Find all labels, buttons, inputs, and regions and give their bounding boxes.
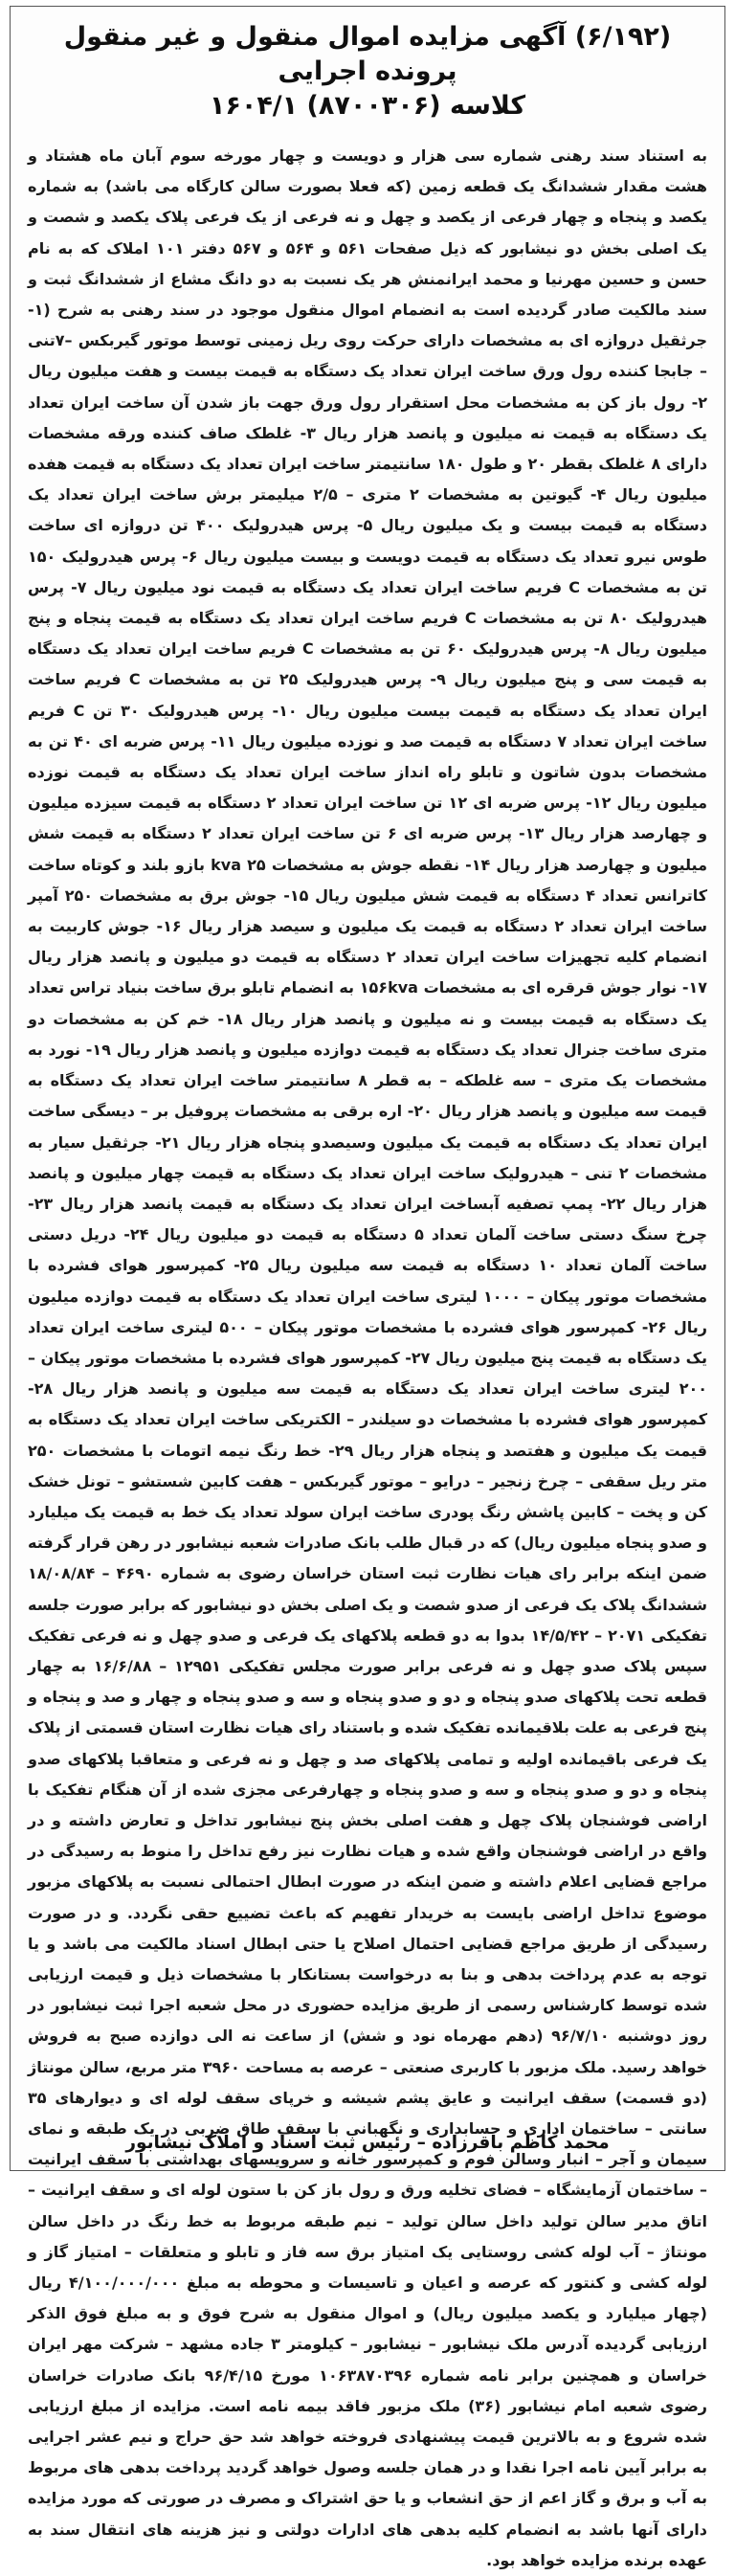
- notice-body: به استناد سند رهنی شماره سی هزار و دویست و چهار مورخه سوم آبان ماه هشتاد و هشت مقدار ششدانگ یک قطعه زمین (که فعلا بصورت سالن کارگاه می باشد) به شماره یکصد و پنجاه و چهار فرعی از یکصد و چهل و نه فرعی از یک فرعی پلاک یکصد و شصت و یک اصلی بخش دو نیشابور که ذیل صفحات ۵۶۱ و ۵۶۴ و ۵۶۷ دفتر ۱۰۱ املاک که به نام حسن و حسین مهرنیا و محمد ایرانمنش هر یک نسبت به دو دانگ مشاع از ششدانگ ثبت و سند مالکیت صادر گردیده است به انضمام اموال منقول موجود در سند رهنی به شرح (۱- جرثقیل دروازه ای به مشخصات دارای حرکت روی ریل زمینی توسط موتور گیربکس –۷تنی – جابجا کننده رول ورق ساخت ایران تعداد یک دستگاه به قیمت بیست و هفت میلیون ریال ۲- رول باز کن به مشخصات محل استقرار رول ورق جهت باز شدن آن ساخت ایران تعداد یک دستگاه به قیمت نه میلیون و پانصد هزار ریال ۳- غلطک صاف کننده ورقه مشخصات دارای ۸ غلطک بقطر ۲۰ و طول ۱۸۰ سانتیمتر ساخت ایران تعداد یک دستگاه به قیمت هفده میلیون ریال ۴- گیوتین به مشخصات ۲ متری – ۲/۵ میلیمتر برش ساخت ایران تعداد یک دستگاه به قیمت بیست و یک میلیون ریال ۵- پرس هیدرولیک ۴۰۰ تن دروازه ای ساخت طوس نیرو تعداد یک دستگاه به قیمت دویست و بیست میلیون ریال ۶- پرس هیدرولیک ۱۵۰ تن به مشخصات C فریم ساخت ایران تعداد یک دستگاه به قیمت نود میلیون ریال ۷- پرس هیدرولیک ۸۰ تن به مشخصات C فریم ساخت ایران تعداد یک دستگاه به قیمت پنجاه و پنج میلیون ریال ۸- پرس هیدرولیک ۶۰ تن به مشخصات C فریم ساخت ایران تعداد یک دستگاه به قیمت سی و پنج میلیون ریال ۹- پرس هیدرولیک ۲۵ تن به مشخصات C فریم ساخت ایران تعداد یک دستگاه به قیمت بیست میلیون ریال ۱۰- پرس هیدرولیک ۳۰ تن C فریم ساخت ایران تعداد ۷ دستگاه به قیمت صد و نوزده میلیون ریال ۱۱- پرس ضربه ای ۴۰ تن به مشخصات بدون شاتون و تابلو راه انداز ساخت ایران تعداد یک دستگاه به قیمت نوزده میلیون ریال ۱۲- پرس ضربه ای ۱۲ تن ساخت ایران تعداد ۲ دستگاه به قیمت سیزده میلیون و چهارصد هزار ریال ۱۳- پرس ضربه ای ۶ تن ساخت ایران تعداد ۲ دستگاه به قیمت شش میلیون و چهارصد هزار ریال ۱۴- نقطه جوش به مشخصات ۲۵ kva بازو بلند و کوتاه ساخت کاترانس تعداد ۴ دستگاه به قیمت شش میلیون ریال ۱۵- جوش برق به مشخصات ۲۵۰ آمپر ساخت ایران تعداد ۲ دستگاه به قیمت یک میلیون و سیصد هزار ریال ۱۶- جوش کاربیت به انضمام کلیه تجهیزات ساخت ایران تعداد ۲ دستگاه به قیمت دو میلیون و پانصد هزار ریال ۱۷- نوار جوش قرقره ای به مشخصات ۱۵۶kva به انضمام تابلو برق ساخت بنیاد تراس تعداد یک دستگاه به قیمت بیست و نه میلیون و پانصد هزار ریال ۱۸- خم کن به مشخصات دو متری ساخت جنرال تعداد یک دستگاه به قیمت دوازده میلیون و پانصد هزار ریال ۱۹- نورد به مشخصات یک متری – سه غلطکه – به قطر ۸ سانتیمتر ساخت ایران تعداد یک دستگاه به قیمت سه میلیون و پانصد هزار ریال ۲۰- اره برقی به مشخصات پروفیل بر – دیسگی ساخت ایران تعداد یک دستگاه به قیمت یک میلیون وسیصدو پنجاه هزار ریال ۲۱- جرثقیل سیار به مشخصات ۲ تنی – هیدرولیک ساخت ایران تعداد یک دستگاه به قیمت چهار میلیون و پانصد هزار ریال ۲۲- پمپ تصفیه آبساخت ایران تعداد یک دستگاه به قیمت پانصد هزار ریال ۲۳- چرخ سنگ دستی ساخت آلمان تعداد ۵ دستگاه به قیمت دو میلیون ریال ۲۴- دریل دستی ساخت آلمان تعداد ۱۰ دستگاه به قیمت سه میلیون ریال ۲۵- کمپرسور هوای فشرده با مشخصات موتور پیکان – ۱۰۰۰ لیتری ساخت ایران تعداد یک دستگاه به قیمت دوازده میلیون ریال ۲۶- کمپرسور هوای فشرده با مشخصات موتور پیکان – ۵۰۰ لیتری ساخت ایران تعداد یک دستگاه به قیمت پنج میلیون ریال ۲۷- کمپرسور هوای فشرده با مشخصات موتور پیکان – ۲۰۰ لیتری ساخت ایران تعداد یک دستگاه به قیمت سه میلیون و پانصد هزار ریال ۲۸- کمپرسور هوای فشرده با مشخصات دو سیلندر – الکتریکی ساخت ایران تعداد یک دستگاه به قیمت یک میلیون و هفتصد و پنجاه هزار ریال ۲۹- خط رنگ نیمه اتومات با مشخصات ۲۵۰ متر ریل سقفی – چرخ زنجیر – درایو – موتور گیربکس – هفت کابین شستشو – تونل خشک کن و پخت – کابین پاشش رنگ پودری ساخت ایران سولد تعداد یک خط به قیمت یک میلیارد و صدو پنجاه میلیون ریال) که در قبال طلب بانک صادرات شعبه نیشابور در رهن قرار گرفته ضمن اینکه برابر رای هیات نظارت ثبت استان خراسان رضوی به شماره ۴۶۹۰ – ۱۸/۰۸/۸۴ ششدانگ پلاک یک فرعی از صدو شصت و یک اصلی بخش دو نیشابور که برابر صورت جلسه تفکیکی ۲۰۷۱ – ۱۴/۵/۴۲ بدوا به دو قطعه پلاکهای یک فرعی و صدو چهل و نه فرعی تفکیک سپس پلاک صدو چهل و نه فرعی برابر صورت مجلس تفکیکی ۱۲۹۵۱ – ۱۶/۶/۸۸ به چهار قطعه تحت پلاکهای صدو پنجاه و دو و صدو پنجاه و سه و صدو پنجاه و چهار و صد و پنجاه و پنج فرعی به علت بلاقیمانده تفکیک شده و باستناد رای هیات نظارت استان قسمتی از پلاک یک فرعی باقیمانده اولیه و تمامی پلاکهای صد و چهل و نه فرعی و متعاقبا پلاکهای صدو پنجاه و دو و صدو پنجاه و سه و صدو پنجاه و چهارفرعی مجزی شده از آن هنگام تفکیک با اراضی فوشنجان پلاک چهل و هفت اصلی بخش پنج نیشابور تداخل و تعارض داشته و در واقع در اراضی فوشنجان واقع شده و هیات نظارت نیز رفع تداخل را منوط به رسیدگی در مراجع قضایی اعلام داشته و ضمن اینکه در صورت ابطال احتمالی نسبت به پلاکهای مزبور موضوع تداخل اراضی بایست به خریدار تفهیم که باعث تضییع حقی نگردد. و در صورت رسیدگی از طریق مراجع قضایی احتمال اصلاح یا حتی ابطال اسناد مالکیت می باشد و یا توجه به عدم پرداخت بدهی و بنا به درخواست بستانکار با مشخصات ذیل و قیمت ارزیابی شده توسط کارشناس رسمی از طریق مزایده حضوری در محل شعبه اجرا ثبت نیشابور در روز دوشنبه ۹۶/۷/۱۰ (دهم مهرماه نود و شش) از ساعت نه الی دوازده صبح به فروش خواهد رسید. ملک مزبور با کاربری صنعتی – عرصه به مساحت ۳۹۶۰ متر مربع، سالن مونتاژ (دو قسمت) سقف ایرانیت و عایق پشم شیشه و خرپای سقف لوله ای و دیوارهای ۳۵ سانتی – ساختمان اداری و حسابداری و نگهبانی با سقف طاق ضربی در یک طبقه و نمای سیمان و آجر – انبار وسالن فوم و کمپرسور خانه و سرویسهای بهداشتی با سقف ایرانیت – ساختمان آزمایشگاه – فضای تخلیه ورق و رول باز کن با ستون لوله ای و سقف ایرانیت – اتاق مدیر سالن تولید داخل سالن تولید – نیم طبقه مربوط به خط رنگ در داخل سالن مونتاژ – آب لوله کشی روستایی یک امتیاز برق سه فاز و تابلو و متعلقات – امتیاز گاز و لوله کشی و کنتور که عرصه و اعیان و تاسیسات و محوطه به مبلغ ۴/۱۰۰/۰۰۰/۰۰۰ ریال (چهار میلیارد و یکصد میلیون ریال) و اموال منقول به شرح فوق و به مبلغ فوق الذکر ارزیابی گردیده آدرس ملک نیشابور – نیشابور – کیلومتر ۳ جاده مشهد – شرکت مهر ایران خراسان و همچنین برابر نامه شماره ۱۰۶۳۸۷۰۳۹۶ مورخ ۹۶/۴/۱۵ بانک صادرات خراسان رضوی شعبه امام نیشابور (۳۶) ملک مزبور فاقد بیمه نامه است. مزایده از مبلغ ارزیابی شده شروع و به بالاترین قیمت پیشنهادی فروخته خواهد شد حق حراج و نیم عشر اجرایی به برابر آیین نامه اجرا نقدا و در همان جلسه وصول خواهد گردید پرداخت بدهی های مربوط به آب و برق و گاز اعم از حق انشعاب و یا حق اشتراک و مصرف در صورتی که مورد مزایده دارای آنها باشد به انضمام کلیه بدهی های ادارات دولتی و نیز هزینه های انتقال سند به عهده برنده مزایده خواهد بود.: [28, 146, 708, 2569]
- notice-title: [26, 20, 709, 123]
- auction-notice: [10, 6, 725, 2569]
- notice-signature: محمد کاظم باقرزاده – رئیس ثبت اسناد و املاک نیشابور: [125, 2133, 610, 2153]
- notice-title-line2: کلاسه (۸۷۰۰۳۰۶) ۱۶۰۴/۱: [209, 91, 526, 121]
- notice-title-line1: (۶/۱۹۲) آگهی مزایده اموال منقول و غیر منقول پرونده اجرایی: [63, 22, 672, 86]
